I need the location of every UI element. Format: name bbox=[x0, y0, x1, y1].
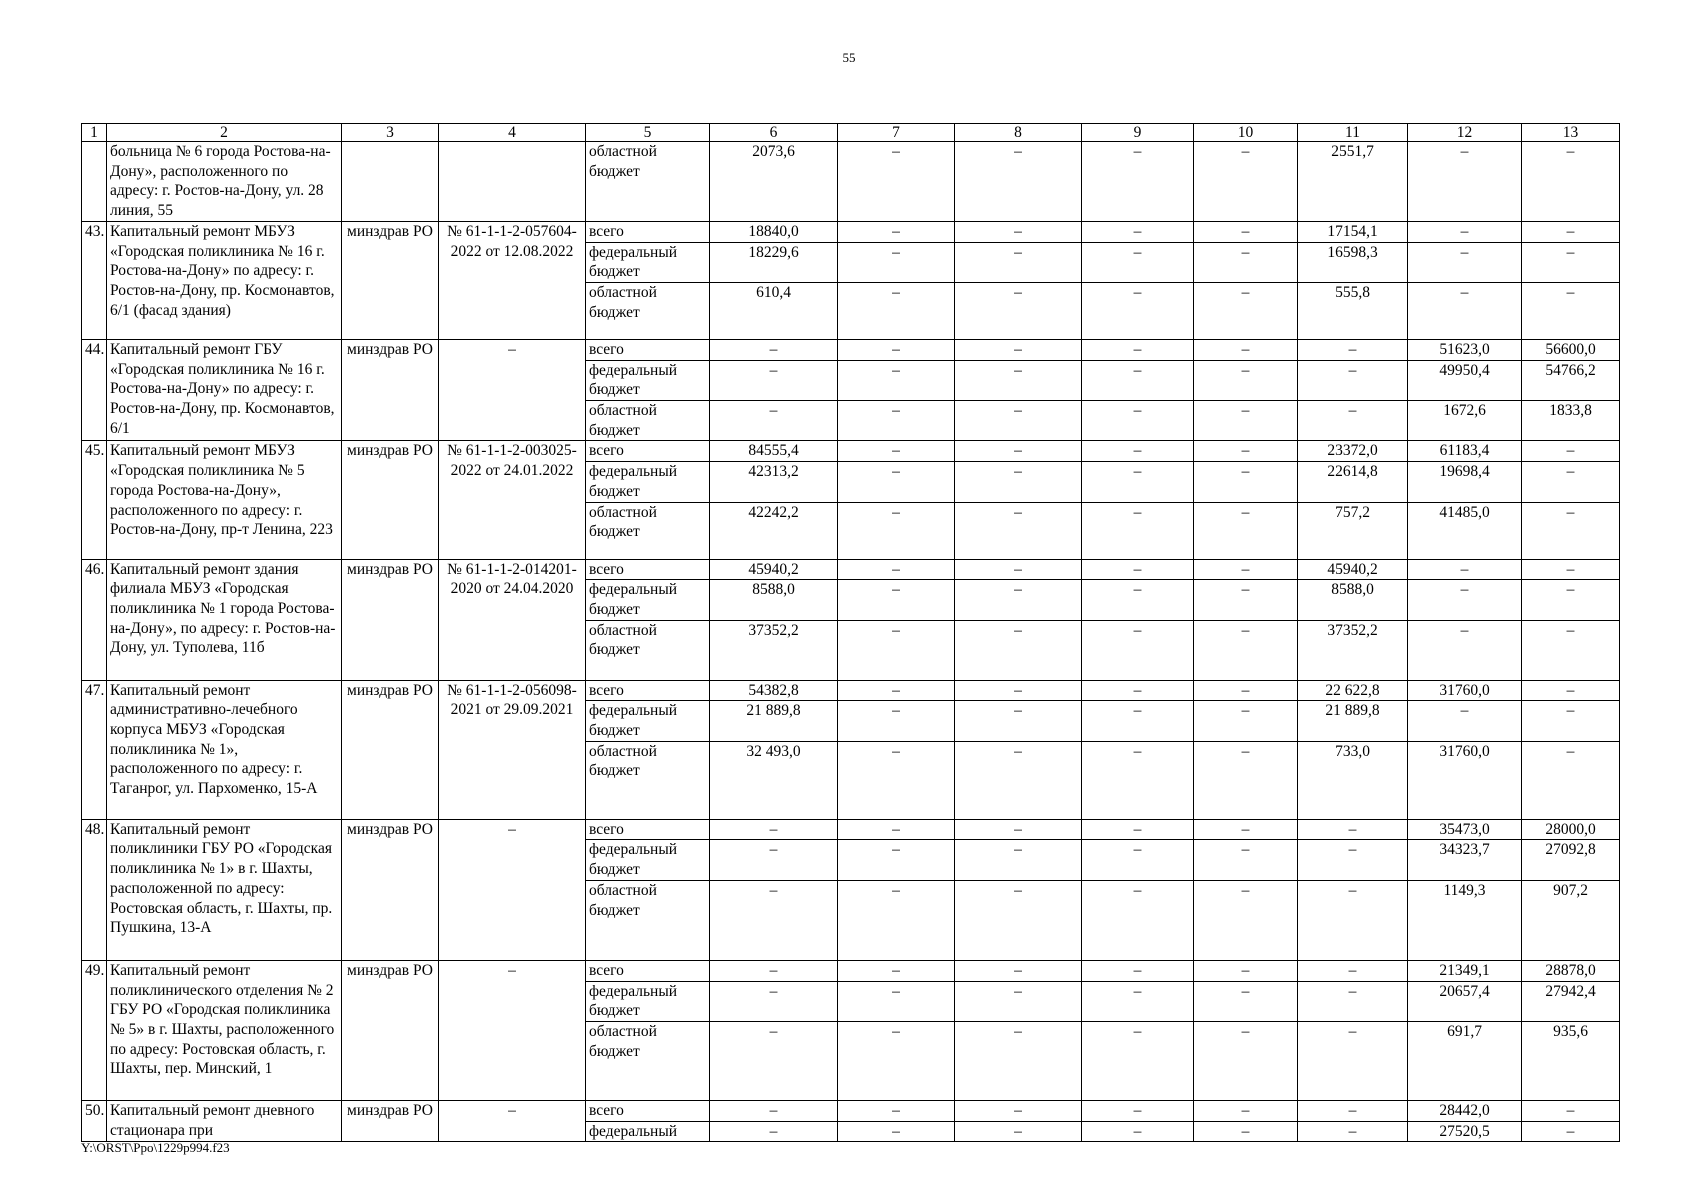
amount-cell: 757,2 bbox=[1298, 502, 1408, 559]
table-row bbox=[82, 339, 1620, 360]
column-header: 11 bbox=[1298, 124, 1408, 142]
table-row bbox=[82, 441, 1620, 462]
amount-cell: – bbox=[1298, 1100, 1408, 1121]
document-number: – bbox=[439, 819, 586, 960]
amount-cell: – bbox=[955, 680, 1082, 701]
amount-cell: 37352,2 bbox=[1298, 620, 1408, 680]
funding-source: федеральный бюджет bbox=[586, 360, 710, 400]
table-row bbox=[82, 680, 1620, 701]
amount-cell: – bbox=[1194, 680, 1298, 701]
amount-cell: 19698,4 bbox=[1408, 462, 1522, 502]
amount-cell: – bbox=[955, 401, 1082, 441]
amount-cell: – bbox=[1082, 620, 1194, 680]
amount-cell: – bbox=[955, 502, 1082, 559]
amount-cell: 2073,6 bbox=[710, 142, 838, 222]
amount-cell: – bbox=[1194, 880, 1298, 960]
funding-source: федеральный бюджет bbox=[586, 462, 710, 502]
amount-cell: – bbox=[838, 360, 955, 400]
entry-number: 48. bbox=[82, 819, 107, 960]
object-name: Капитальный ремонт МБУЗ «Городская поликлиника № 5 города Ростова-на-Дону», расположенного по адресу: г. Ростов-на-Дону, пр-т Ленина, 223 bbox=[107, 441, 342, 559]
amount-cell: – bbox=[1408, 242, 1522, 282]
amount-cell: 27520,5 bbox=[1408, 1121, 1522, 1142]
table-row bbox=[82, 1100, 1620, 1121]
amount-cell: – bbox=[1522, 1121, 1620, 1142]
amount-cell: – bbox=[838, 502, 955, 559]
responsible-agency: минздрав РО bbox=[342, 819, 439, 960]
responsible-agency: минздрав РО bbox=[342, 1100, 439, 1141]
amount-cell: – bbox=[955, 559, 1082, 580]
amount-cell: – bbox=[838, 701, 955, 741]
object-name: Капитальный ремонт дневного стационара при bbox=[107, 1100, 342, 1141]
amount-cell: 23372,0 bbox=[1298, 441, 1408, 462]
document-number: – bbox=[439, 339, 586, 441]
document-number: № 61-1-1-2-056098-2021 от 29.09.2021 bbox=[439, 680, 586, 819]
amount-cell: – bbox=[1194, 401, 1298, 441]
amount-cell: – bbox=[955, 339, 1082, 360]
table-row bbox=[82, 819, 1620, 840]
amount-cell: – bbox=[955, 1100, 1082, 1121]
amount-cell: – bbox=[955, 1021, 1082, 1100]
column-header: 13 bbox=[1522, 124, 1620, 142]
amount-cell: – bbox=[838, 741, 955, 819]
responsible-agency: минздрав РО bbox=[342, 680, 439, 819]
funding-source: федеральный бюджет bbox=[586, 242, 710, 282]
amount-cell: – bbox=[1408, 620, 1522, 680]
amount-cell: 31760,0 bbox=[1408, 741, 1522, 819]
responsible-agency: минздрав РО bbox=[342, 339, 439, 441]
column-header: 1 bbox=[82, 124, 107, 142]
amount-cell: – bbox=[838, 580, 955, 620]
funding-source: федеральный бюджет bbox=[586, 981, 710, 1021]
document-number: № 61-1-1-2-014201-2020 от 24.04.2020 bbox=[439, 559, 586, 680]
amount-cell: 691,7 bbox=[1408, 1021, 1522, 1100]
amount-cell: – bbox=[1522, 502, 1620, 559]
column-header: 2 bbox=[107, 124, 342, 142]
amount-cell: 28000,0 bbox=[1522, 819, 1620, 840]
amount-cell: – bbox=[1408, 282, 1522, 339]
amount-cell: – bbox=[838, 441, 955, 462]
amount-cell: 35473,0 bbox=[1408, 819, 1522, 840]
entry-number: 47. bbox=[82, 680, 107, 819]
object-name: Капитальный ремонт МБУЗ «Городская поликлиника № 16 г. Ростова-на-Дону» по адресу: г. Ростов-на-Дону, пр. Космонавтов, 6/1 (фасад здания) bbox=[107, 221, 342, 339]
amount-cell: 8588,0 bbox=[1298, 580, 1408, 620]
amount-cell: – bbox=[955, 282, 1082, 339]
amount-cell: 54382,8 bbox=[710, 680, 838, 701]
amount-cell: – bbox=[1298, 360, 1408, 400]
amount-cell: – bbox=[838, 680, 955, 701]
amount-cell: – bbox=[710, 960, 838, 981]
amount-cell: 45940,2 bbox=[1298, 559, 1408, 580]
amount-cell: 18229,6 bbox=[710, 242, 838, 282]
amount-cell: – bbox=[1082, 339, 1194, 360]
amount-cell: – bbox=[1194, 741, 1298, 819]
amount-cell: 27092,8 bbox=[1522, 840, 1620, 880]
amount-cell: – bbox=[1298, 339, 1408, 360]
column-header: 6 bbox=[710, 124, 838, 142]
entry-number bbox=[82, 142, 107, 222]
amount-cell: – bbox=[1082, 502, 1194, 559]
funding-source: областной бюджет bbox=[586, 142, 710, 222]
amount-cell: 42242,2 bbox=[710, 502, 838, 559]
amount-cell: – bbox=[955, 741, 1082, 819]
amount-cell: – bbox=[710, 1100, 838, 1121]
amount-cell: – bbox=[1082, 401, 1194, 441]
amount-cell: – bbox=[1082, 741, 1194, 819]
entry-number: 44. bbox=[82, 339, 107, 441]
amount-cell: – bbox=[1082, 981, 1194, 1021]
document-number: – bbox=[439, 960, 586, 1100]
amount-cell: – bbox=[1194, 559, 1298, 580]
amount-cell: – bbox=[1194, 282, 1298, 339]
amount-cell: – bbox=[955, 360, 1082, 400]
amount-cell: – bbox=[1298, 960, 1408, 981]
object-name: Капитальный ремонт здания филиала МБУЗ «Городская поликлиника № 1 города Ростова-на-Дону», по адресу: г. Ростов-на-Дону, ул. Туполева, 11б bbox=[107, 559, 342, 680]
amount-cell: – bbox=[838, 620, 955, 680]
responsible-agency: минздрав РО bbox=[342, 441, 439, 559]
amount-cell: – bbox=[1082, 880, 1194, 960]
funding-source: федеральный бюджет bbox=[586, 840, 710, 880]
funding-source: всего bbox=[586, 680, 710, 701]
amount-cell: – bbox=[1082, 221, 1194, 242]
amount-cell: – bbox=[838, 221, 955, 242]
object-name: Капитальный ремонт административно-лечебного корпуса МБУЗ «Городская поликлиника № 1», расположенного по адресу: г. Таганрог, ул. Пархоменко, 15-А bbox=[107, 680, 342, 819]
column-header: 9 bbox=[1082, 124, 1194, 142]
amount-cell: – bbox=[838, 819, 955, 840]
object-name: Капитальный ремонт ГБУ «Городская поликлиника № 16 г. Ростова-на-Дону» по адресу: г. Ростов-на-Дону, пр. Космонавтов, 6/1 bbox=[107, 339, 342, 441]
amount-cell: – bbox=[1194, 620, 1298, 680]
entry-number: 46. bbox=[82, 559, 107, 680]
document-number: – bbox=[439, 1100, 586, 1141]
table-header-row bbox=[82, 124, 1620, 142]
amount-cell: – bbox=[1408, 559, 1522, 580]
amount-cell: 28442,0 bbox=[1408, 1100, 1522, 1121]
document-number: № 61-1-1-2-057604-2022 от 12.08.2022 bbox=[439, 221, 586, 339]
funding-source: всего bbox=[586, 221, 710, 242]
amount-cell: 18840,0 bbox=[710, 221, 838, 242]
amount-cell: – bbox=[838, 1021, 955, 1100]
amount-cell: – bbox=[1194, 339, 1298, 360]
amount-cell: – bbox=[710, 1121, 838, 1142]
amount-cell: 22614,8 bbox=[1298, 462, 1408, 502]
column-header: 7 bbox=[838, 124, 955, 142]
amount-cell: 32 493,0 bbox=[710, 741, 838, 819]
amount-cell: – bbox=[1408, 142, 1522, 222]
amount-cell: – bbox=[1082, 680, 1194, 701]
responsible-agency: минздрав РО bbox=[342, 221, 439, 339]
amount-cell: – bbox=[955, 242, 1082, 282]
funding-source: областной бюджет bbox=[586, 1021, 710, 1100]
amount-cell: – bbox=[838, 339, 955, 360]
column-header: 3 bbox=[342, 124, 439, 142]
amount-cell: – bbox=[1082, 1121, 1194, 1142]
object-name: Капитальный ремонт поликлиники ГБУ РО «Городская поликлиника № 1» в г. Шахты, расположенной по адресу: Ростовская область, г. Шахты, пр. Пушкина, 13-А bbox=[107, 819, 342, 960]
amount-cell: 34323,7 bbox=[1408, 840, 1522, 880]
amount-cell: 41485,0 bbox=[1408, 502, 1522, 559]
entry-number: 43. bbox=[82, 221, 107, 339]
amount-cell: – bbox=[1194, 502, 1298, 559]
funding-source: федеральный бюджет bbox=[586, 580, 710, 620]
amount-cell: – bbox=[1082, 441, 1194, 462]
funding-source: областной бюджет bbox=[586, 880, 710, 960]
amount-cell: – bbox=[838, 401, 955, 441]
amount-cell: – bbox=[1522, 559, 1620, 580]
amount-cell: – bbox=[1298, 981, 1408, 1021]
amount-cell: – bbox=[710, 360, 838, 400]
amount-cell: – bbox=[1194, 981, 1298, 1021]
funding-source: областной бюджет bbox=[586, 502, 710, 559]
column-header: 5 bbox=[586, 124, 710, 142]
amount-cell: – bbox=[1522, 142, 1620, 222]
amount-cell: – bbox=[710, 840, 838, 880]
amount-cell: – bbox=[955, 462, 1082, 502]
amount-cell: – bbox=[1082, 462, 1194, 502]
amount-cell: – bbox=[710, 880, 838, 960]
amount-cell: – bbox=[1298, 880, 1408, 960]
amount-cell: 2551,7 bbox=[1298, 142, 1408, 222]
funding-source: областной бюджет bbox=[586, 282, 710, 339]
budget-table bbox=[81, 123, 1620, 1142]
amount-cell: 555,8 bbox=[1298, 282, 1408, 339]
amount-cell: – bbox=[710, 401, 838, 441]
amount-cell: – bbox=[1082, 1100, 1194, 1121]
amount-cell: – bbox=[1194, 701, 1298, 741]
entry-number: 49. bbox=[82, 960, 107, 1100]
amount-cell: – bbox=[838, 142, 955, 222]
amount-cell: – bbox=[1082, 282, 1194, 339]
amount-cell: – bbox=[1194, 441, 1298, 462]
amount-cell: – bbox=[1522, 580, 1620, 620]
amount-cell: – bbox=[1408, 701, 1522, 741]
funding-source: всего bbox=[586, 559, 710, 580]
amount-cell: – bbox=[710, 339, 838, 360]
table-row bbox=[82, 960, 1620, 981]
amount-cell: – bbox=[955, 701, 1082, 741]
amount-cell: – bbox=[1408, 580, 1522, 620]
amount-cell: – bbox=[1194, 960, 1298, 981]
amount-cell: 21 889,8 bbox=[710, 701, 838, 741]
amount-cell: – bbox=[1522, 441, 1620, 462]
amount-cell: – bbox=[1082, 960, 1194, 981]
amount-cell: – bbox=[1522, 741, 1620, 819]
amount-cell: 21 889,8 bbox=[1298, 701, 1408, 741]
funding-source: федеральный бюджет bbox=[586, 701, 710, 741]
footer-file-path: Y:\ORST\Ppo\1229p994.f23 bbox=[81, 1140, 230, 1155]
amount-cell: 61183,4 bbox=[1408, 441, 1522, 462]
amount-cell: – bbox=[1194, 221, 1298, 242]
amount-cell: – bbox=[1522, 680, 1620, 701]
funding-source: федеральный bbox=[586, 1121, 710, 1142]
amount-cell: 1833,8 bbox=[1522, 401, 1620, 441]
table-row bbox=[82, 142, 1620, 222]
amount-cell: 45940,2 bbox=[710, 559, 838, 580]
amount-cell: 37352,2 bbox=[710, 620, 838, 680]
amount-cell: – bbox=[1408, 221, 1522, 242]
amount-cell: – bbox=[710, 1021, 838, 1100]
object-name: больница № 6 города Ростова-на-Дону», расположенного по адресу: г. Ростов-на-Дону, ул. 28 линия, 55 bbox=[107, 142, 342, 222]
amount-cell: – bbox=[1082, 701, 1194, 741]
amount-cell: – bbox=[1522, 242, 1620, 282]
amount-cell: – bbox=[1194, 142, 1298, 222]
amount-cell: – bbox=[955, 819, 1082, 840]
amount-cell: – bbox=[1298, 401, 1408, 441]
amount-cell: – bbox=[838, 282, 955, 339]
funding-source: областной бюджет bbox=[586, 401, 710, 441]
amount-cell: – bbox=[838, 960, 955, 981]
amount-cell: – bbox=[1194, 462, 1298, 502]
responsible-agency: минздрав РО bbox=[342, 559, 439, 680]
funding-source: всего bbox=[586, 819, 710, 840]
amount-cell: – bbox=[1522, 1100, 1620, 1121]
amount-cell: – bbox=[1082, 580, 1194, 620]
document-number: № 61-1-1-2-003025-2022 от 24.01.2022 bbox=[439, 441, 586, 559]
amount-cell: – bbox=[1522, 620, 1620, 680]
amount-cell: 49950,4 bbox=[1408, 360, 1522, 400]
amount-cell: 51623,0 bbox=[1408, 339, 1522, 360]
amount-cell: – bbox=[955, 880, 1082, 960]
amount-cell: – bbox=[955, 620, 1082, 680]
amount-cell: – bbox=[1194, 1021, 1298, 1100]
amount-cell: – bbox=[1522, 221, 1620, 242]
amount-cell: 31760,0 bbox=[1408, 680, 1522, 701]
amount-cell: 56600,0 bbox=[1522, 339, 1620, 360]
funding-source: областной бюджет bbox=[586, 741, 710, 819]
amount-cell: – bbox=[1082, 242, 1194, 282]
amount-cell: – bbox=[838, 840, 955, 880]
amount-cell: 42313,2 bbox=[710, 462, 838, 502]
amount-cell: – bbox=[838, 1121, 955, 1142]
amount-cell: 20657,4 bbox=[1408, 981, 1522, 1021]
page-number: 55 bbox=[842, 50, 856, 65]
amount-cell: – bbox=[710, 819, 838, 840]
amount-cell: – bbox=[1082, 1021, 1194, 1100]
amount-cell: – bbox=[838, 1100, 955, 1121]
amount-cell: – bbox=[1194, 1121, 1298, 1142]
column-header: 4 bbox=[439, 124, 586, 142]
funding-source: всего bbox=[586, 1100, 710, 1121]
amount-cell: – bbox=[955, 142, 1082, 222]
amount-cell: – bbox=[1298, 1121, 1408, 1142]
amount-cell: – bbox=[955, 221, 1082, 242]
amount-cell: – bbox=[1082, 360, 1194, 400]
amount-cell: 17154,1 bbox=[1298, 221, 1408, 242]
amount-cell: – bbox=[955, 840, 1082, 880]
amount-cell: 1672,6 bbox=[1408, 401, 1522, 441]
amount-cell: – bbox=[955, 1121, 1082, 1142]
amount-cell: – bbox=[838, 462, 955, 502]
column-header: 8 bbox=[955, 124, 1082, 142]
amount-cell: – bbox=[1082, 142, 1194, 222]
responsible-agency bbox=[342, 142, 439, 222]
object-name: Капитальный ремонт поликлинического отделения № 2 ГБУ РО «Городская поликлиника № 5» в г. Шахты, расположенного по адресу: Ростовская область, г. Шахты, пер. Минский, 1 bbox=[107, 960, 342, 1100]
entry-number: 50. bbox=[82, 1100, 107, 1141]
amount-cell: – bbox=[710, 981, 838, 1021]
column-header: 10 bbox=[1194, 124, 1298, 142]
amount-cell: – bbox=[1298, 819, 1408, 840]
amount-cell: – bbox=[955, 441, 1082, 462]
amount-cell: – bbox=[838, 880, 955, 960]
entry-number: 45. bbox=[82, 441, 107, 559]
amount-cell: – bbox=[1194, 819, 1298, 840]
amount-cell: 27942,4 bbox=[1522, 981, 1620, 1021]
amount-cell: 54766,2 bbox=[1522, 360, 1620, 400]
amount-cell: – bbox=[1522, 462, 1620, 502]
amount-cell: – bbox=[955, 981, 1082, 1021]
amount-cell: – bbox=[955, 960, 1082, 981]
column-header: 12 bbox=[1408, 124, 1522, 142]
amount-cell: – bbox=[955, 580, 1082, 620]
amount-cell: 21349,1 bbox=[1408, 960, 1522, 981]
amount-cell: – bbox=[1194, 360, 1298, 400]
funding-source: всего bbox=[586, 960, 710, 981]
funding-source: всего bbox=[586, 339, 710, 360]
amount-cell: – bbox=[838, 242, 955, 282]
amount-cell: – bbox=[1194, 242, 1298, 282]
table-row bbox=[82, 559, 1620, 580]
amount-cell: – bbox=[1522, 701, 1620, 741]
amount-cell: 907,2 bbox=[1522, 880, 1620, 960]
amount-cell: 22 622,8 bbox=[1298, 680, 1408, 701]
responsible-agency: минздрав РО bbox=[342, 960, 439, 1100]
amount-cell: – bbox=[1522, 282, 1620, 339]
amount-cell: 84555,4 bbox=[710, 441, 838, 462]
document-number bbox=[439, 142, 586, 222]
amount-cell: 16598,3 bbox=[1298, 242, 1408, 282]
amount-cell: – bbox=[1298, 840, 1408, 880]
amount-cell: – bbox=[1194, 580, 1298, 620]
funding-source: областной бюджет bbox=[586, 620, 710, 680]
amount-cell: 28878,0 bbox=[1522, 960, 1620, 981]
amount-cell: – bbox=[1082, 819, 1194, 840]
amount-cell: – bbox=[838, 981, 955, 1021]
amount-cell: – bbox=[1082, 840, 1194, 880]
table-row bbox=[82, 221, 1620, 242]
amount-cell: – bbox=[1194, 1100, 1298, 1121]
amount-cell: 935,6 bbox=[1522, 1021, 1620, 1100]
amount-cell: – bbox=[1298, 1021, 1408, 1100]
amount-cell: – bbox=[1194, 840, 1298, 880]
amount-cell: – bbox=[1082, 559, 1194, 580]
amount-cell: 733,0 bbox=[1298, 741, 1408, 819]
amount-cell: 8588,0 bbox=[710, 580, 838, 620]
funding-source: всего bbox=[586, 441, 710, 462]
amount-cell: 1149,3 bbox=[1408, 880, 1522, 960]
amount-cell: 610,4 bbox=[710, 282, 838, 339]
amount-cell: – bbox=[838, 559, 955, 580]
